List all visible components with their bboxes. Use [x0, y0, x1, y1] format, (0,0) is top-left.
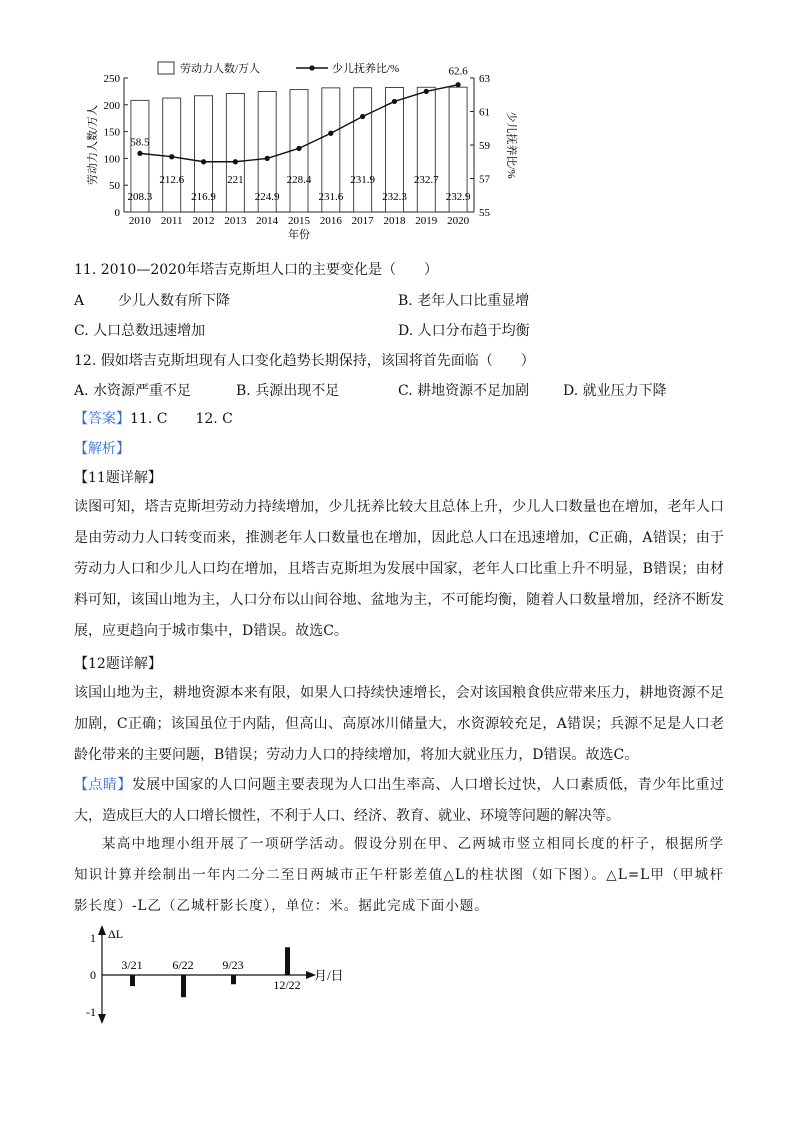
detail-12-heading: 【12题详解】 [74, 656, 162, 672]
bar-value-label: 228.4 [286, 174, 312, 186]
bar [231, 975, 236, 984]
x-tick-label: 2014 [256, 215, 279, 227]
y-tick-label: 1 [90, 931, 96, 945]
bar-value-label: 232.7 [413, 174, 439, 186]
left-tick-label: 150 [103, 126, 120, 139]
shadow-difference-chart [80, 922, 380, 1032]
line-point [424, 89, 429, 94]
line-point [137, 151, 142, 156]
line-point [328, 131, 333, 136]
q12-stem: 12. 假如塔吉克斯坦现有人口变化趋势长期保持，该国将首先面临（ ） [74, 353, 535, 369]
line-point [360, 114, 365, 119]
y-tick-label: -1 [86, 1005, 96, 1019]
bar-value-label: 221 [227, 174, 244, 186]
x-tick-label: 2012 [192, 215, 215, 227]
y-axis-title: ΔL [108, 927, 124, 941]
dianjing-body: 发展中国家的人口问题主要表现为人口出生率高、人口增长过快，人口素质低，青少年比重过大，造成巨大的人口增长惯性，不利于人口、经济、教育、就业、环境等问题的解决等。 [74, 777, 725, 824]
left-tick-label: 250 [103, 73, 120, 85]
x-tick-label: 2020 [447, 215, 470, 227]
answer-11: 11. C [130, 411, 168, 427]
dianjing-tag: 【点睛】 [74, 777, 132, 793]
bar-value-label: 224.9 [254, 191, 280, 203]
right-tick-label: 57 [479, 173, 490, 186]
bar-value-label: 208.3 [127, 191, 153, 203]
detail-11-body: 读图可知，塔吉克斯坦劳动力持续增加，少儿抚养比较大且总体上升，少儿人口数量也在增加，老年人口是由劳动力人口转变而来，推测老年人口数量也在增加，因此总人口在迅速增加，C正确，A错误；由于劳动力人口和少儿人口均在增加，且塔吉克斯坦为发展中国家，老年人口比重上升不明显，B错误；由材料可知，该国山地为主，人口分布以山间谷地、盆地为主，不可能均衡，随着人口数量增加，经济不断发展，应更趋向于城市集中，D错误。故选C。 [74, 499, 724, 639]
y-right-axis-title: 少儿抚养比/% [505, 111, 517, 179]
population-chart [70, 55, 540, 250]
dianjing-paragraph [74, 770, 724, 832]
bar-value-label: 212.6 [159, 174, 185, 186]
x-axis-title: 月/日 [314, 968, 344, 983]
bar-value-label: 232.3 [382, 191, 407, 203]
bar [417, 87, 435, 212]
right-tick-label: 59 [479, 140, 490, 152]
detail-12-body: 该国山地为主，耕地资源本来有限，如果人口持续快速增长，会对该国粮食供应带来压力，耕地资源不足加剧，C正确；该国虽位于内陆，但高山、高原冰川储量大，水资源较充足，A错误；兵源不足是人口老龄化带来的主要问题，B错误；劳动力人口的持续增加，将加大就业压力，D错误。故选C。 [74, 685, 724, 763]
x-tick-label: 2013 [224, 215, 247, 227]
bar [354, 88, 372, 212]
x-tick-label: 2019 [415, 215, 438, 227]
y-axis-arrow-up [98, 925, 106, 935]
x-tick-label: 2016 [319, 215, 342, 227]
answer-row [74, 409, 233, 429]
q11-stem: 11. 2010—2020年塔吉克斯坦人口的主要变化是（ ） [74, 262, 438, 278]
q11-option-d: D. 人口分布趋于均衡 [398, 323, 530, 339]
y-axis-arrow-down [98, 1014, 106, 1024]
bar-value-label: 231.6 [318, 191, 344, 203]
line-point [392, 99, 397, 104]
left-tick-label: 0 [114, 207, 120, 219]
bar-value-label: 232.9 [445, 191, 471, 203]
line-value-label: 62.6 [448, 65, 468, 78]
x-axis-title: 年份 [288, 229, 310, 241]
right-tick-label: 55 [479, 207, 490, 219]
bar [285, 947, 290, 975]
legend-bar-label: 劳动力人数/万人 [180, 63, 261, 75]
line-point [455, 82, 460, 87]
x-tick-label: 6/22 [172, 958, 194, 972]
bar [130, 975, 135, 986]
bar-value-label: 216.9 [191, 191, 216, 203]
line-point [169, 154, 174, 159]
right-tick-label: 63 [479, 73, 490, 85]
q11-option-b: B. 老年人口比重显增 [398, 293, 530, 309]
intro-paragraph: 某高中地理小组开展了一项研学活动。假设分别在甲、乙两城市竖立相同长度的杆子，根据所学知识计算并绘制出一年内二分二至日两城市正午杆影差值△L的柱状图（如下图）。△L=L甲（甲城杆影长度）-L乙（乙城杆影长度），单位：米。据此完成下面小题。 [74, 836, 724, 914]
left-tick-label: 200 [103, 99, 120, 112]
analysis-tag: 【解析】 [74, 441, 130, 457]
line-point [201, 159, 206, 164]
answer-tag: 【答案】 [74, 411, 130, 427]
x-tick-label: 2015 [288, 215, 310, 227]
q12-option-c: C. 耕地资源不足加剧 [398, 383, 530, 399]
bar [181, 975, 186, 997]
x-tick-label: 2018 [383, 215, 406, 227]
legend-line-label: 少儿抚养比/% [332, 63, 400, 75]
detail-11-heading: 【11题详解】 [74, 470, 162, 486]
q12-option-b: B. 兵源出现不足 [236, 383, 340, 399]
left-tick-label: 50 [109, 180, 120, 193]
x-tick-label: 2017 [351, 215, 374, 227]
line-point [265, 156, 270, 161]
x-tick-label: 12/22 [273, 978, 301, 992]
line-point [296, 146, 301, 151]
q12-option-a: A. 水资源严重不足 [74, 383, 192, 399]
bar-value-label: 231.9 [350, 174, 376, 186]
q11-option-a-key: A [74, 293, 85, 309]
x-tick-label: 2010 [128, 215, 151, 227]
bar [226, 94, 244, 212]
q11-option-c: C. 人口总数迅速增加 [74, 323, 206, 339]
y-tick-label: 0 [90, 968, 96, 982]
q11-option-a: 少儿人数有所下降 [118, 293, 230, 309]
answer-12: 12. C [195, 411, 233, 427]
x-tick-label: 3/21 [121, 958, 143, 972]
line-value-label: 58.5 [130, 136, 150, 149]
line-point [233, 159, 238, 164]
legend-bar-swatch [158, 62, 174, 74]
right-tick-label: 61 [479, 106, 490, 119]
left-tick-label: 100 [103, 153, 120, 166]
x-tick-label: 9/23 [222, 958, 244, 972]
y-left-axis-title: 劳动力人数/万人 [87, 104, 99, 186]
q12-option-d: D. 就业压力下降 [563, 383, 667, 399]
x-tick-label: 2011 [160, 215, 183, 227]
legend-line-marker [309, 65, 314, 70]
